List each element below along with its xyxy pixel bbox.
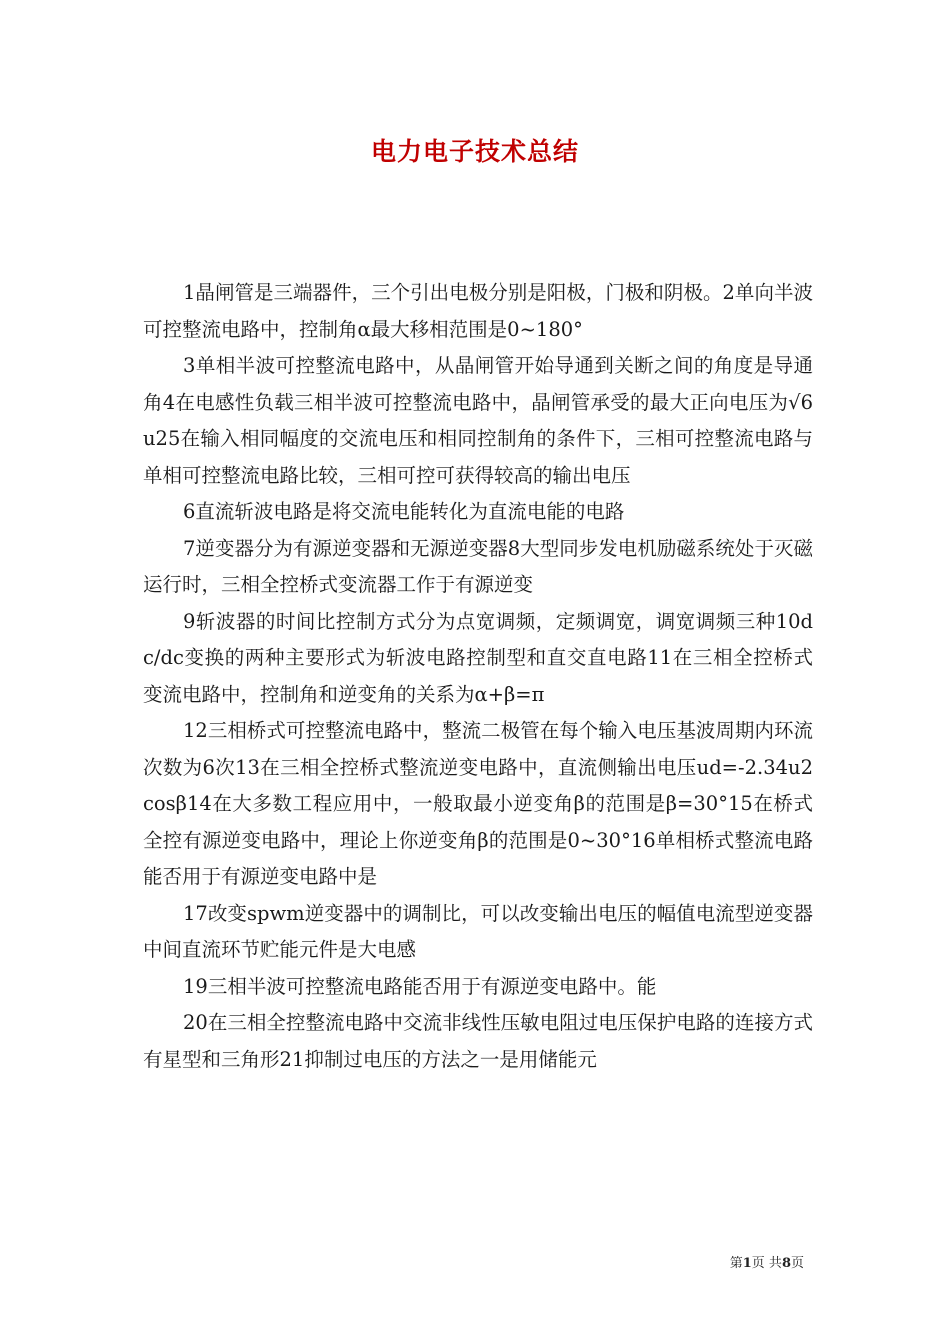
page-current: 1 xyxy=(742,1256,752,1271)
paragraph-8: 19三相半波可控整流电路能否用于有源逆变电路中。能 xyxy=(183,974,657,998)
page-total: 8 xyxy=(781,1256,791,1271)
page-label-middle: 页 共 xyxy=(751,1256,782,1271)
paragraph-7: 17改变spwm逆变器中的调制比，可以改变输出电压的幅值电流型逆变器中间直流环节贮能元件是大电感 xyxy=(143,901,813,961)
document-title: 电力电子技术总结 xyxy=(370,137,579,166)
paragraph-3: 6直流斩波电路是将交流电能转化为直流电能的电路 xyxy=(183,500,625,523)
page-footer xyxy=(730,1252,804,1271)
paragraph-4: 7逆变器分为有源逆变器和无源逆变器8大型同步发电机励磁系统处于灭磁运行时，三相全控桥式变流器工作于有源逆变 xyxy=(143,536,813,596)
document-body xyxy=(143,275,813,1078)
paragraph-1: 1晶闸管是三端器件，三个引出电极分别是阳极，门极和阴极。2单向半波可控整流电路中，控制角α最大移相范围是0~180° xyxy=(143,281,813,341)
page-label-suffix: 页 xyxy=(790,1256,804,1271)
paragraph-6: 12三相桥式可控整流电路中，整流二极管在每个输入电压基波周期内环流次数为6次13在三相全控桥式整流逆变电路中，直流侧输出电压ud=-2.34u2cosβ14在大多数工程应用中，一般取最小逆变角β的范围是β=30°15在桥式全控有源逆变电路中，理论上你逆变角β的范围是0~30°16单相桥式整流电路能否用于有源逆变电路中是 xyxy=(143,719,813,888)
page-label-prefix: 第 xyxy=(729,1256,743,1271)
paragraph-9: 20在三相全控整流电路中交流非线性压敏电阻过电压保护电路的连接方式有星型和三角形21抑制过电压的方法之一是用储能元 xyxy=(143,1011,813,1071)
paragraph-2: 3单相半波可控整流电路中，从晶闸管开始导通到关断之间的角度是导通角4在电感性负载三相半波可控整流电路中，晶闸管承受的最大正向电压为√6u25在输入相同幅度的交流电压和相同控制角的条件下，三相可控整流电路与单相可控整流电路比较，三相可控可获得较高的输出电压 xyxy=(143,354,813,487)
paragraph-5: 9斩波器的时间比控制方式分为点宽调频，定频调宽，调宽调频三种10dc/dc变换的两种主要形式为斩波电路控制型和直交直电路11在三相全控桥式变流电路中，控制角和逆变角的关系为α+β=π xyxy=(143,609,813,706)
